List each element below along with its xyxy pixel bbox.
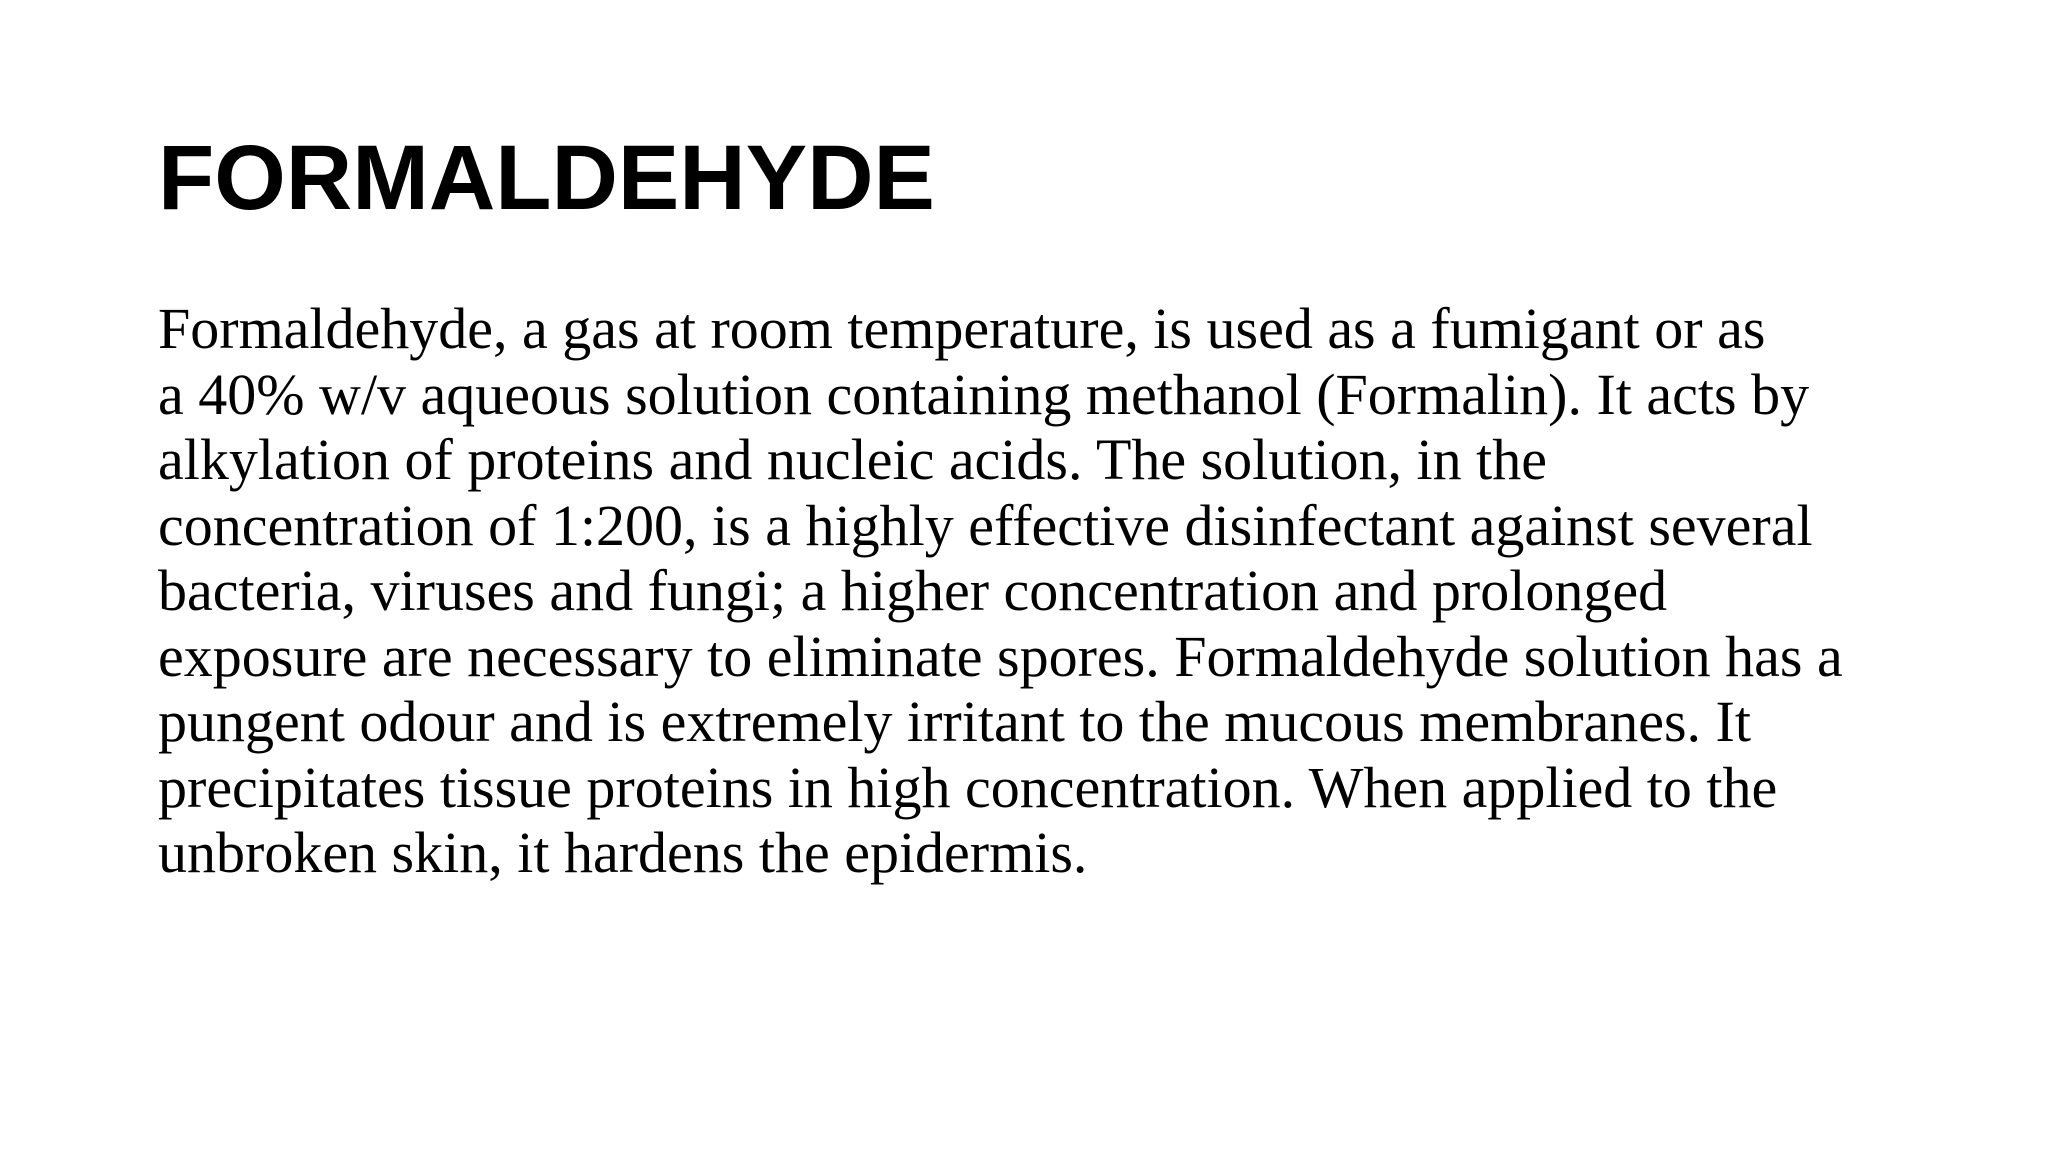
body-line: exposure are necessary to eliminate spores. Formaldehyde solution has a (158, 623, 1843, 689)
body-line: precipitates tissue proteins in high concentration. When applied to the (158, 754, 1778, 820)
body-line: Formaldehyde, a gas at room temperature, is used as a fumigant or as (158, 296, 1766, 361)
body-line: unbroken skin, it hardens the epidermis. (158, 820, 1088, 885)
body-line: pungent odour and is extremely irritant to the mucous membranes. It (158, 689, 1751, 754)
body-paragraph (158, 296, 2038, 886)
body-line: alkylation of proteins and nucleic acids. The solution, in the (158, 427, 1547, 492)
body-line: bacteria, viruses and fungi; a higher concentration and prolonged (158, 558, 1668, 623)
slide-title: FORMALDEHYDE (158, 127, 935, 229)
body-line: a 40% w/v aqueous solution containing methanol (Formalin). It acts by (158, 361, 1810, 427)
body-line: concentration of 1:200, is a highly effective disinfectant against several (158, 492, 1813, 558)
